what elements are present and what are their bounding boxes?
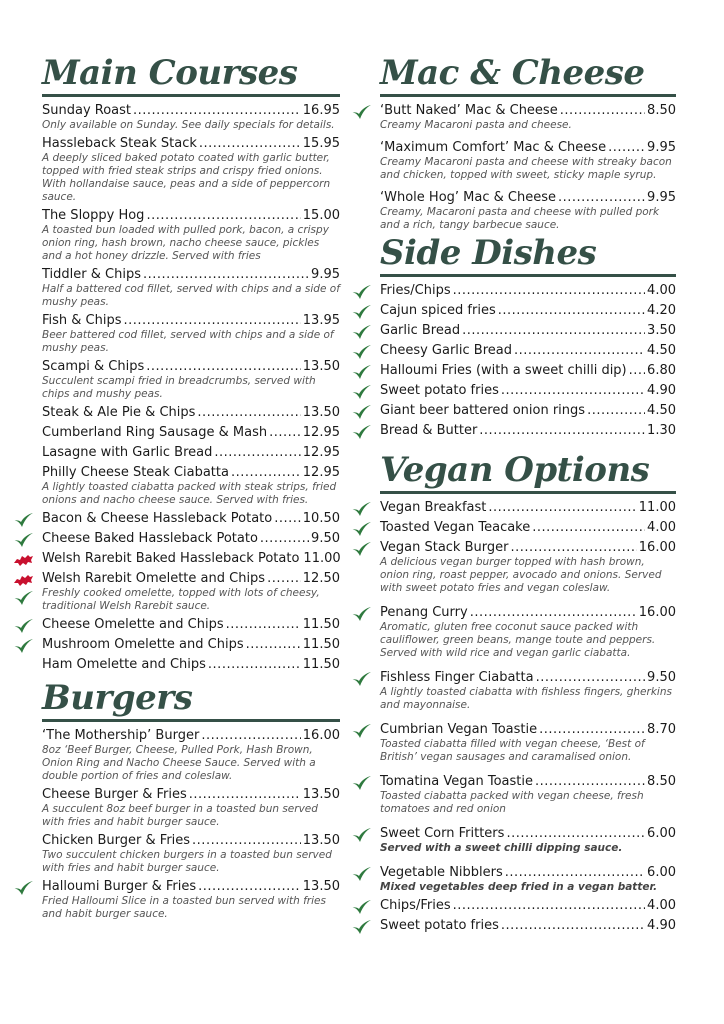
- item-price: 13.50: [302, 879, 340, 894]
- item-description: Only available on Sunday. See daily specials for details.: [42, 119, 335, 131]
- leader-dots: [274, 511, 301, 527]
- item-price: 4.00: [647, 283, 676, 298]
- menu-item: [380, 898, 676, 914]
- vegetarian-leaf-icon: [350, 898, 372, 916]
- leader-dots: [199, 136, 301, 152]
- item-description: A toasted bun loaded with pulled pork, bacon, a crispy onion ring, hash brown, nacho cheese sauce, pickles and a hot honey drizzle. Served with fries: [42, 224, 329, 262]
- menu-item: [42, 551, 340, 567]
- leader-dots: [231, 465, 301, 481]
- item-price: 11.50: [302, 637, 340, 652]
- menu-item: [42, 465, 340, 507]
- vegetarian-leaf-icon: [12, 637, 34, 655]
- menu-item: [380, 500, 676, 516]
- left-column: [42, 53, 341, 925]
- item-price: 16.00: [638, 540, 676, 555]
- vegetarian-leaf-icon: [350, 323, 372, 341]
- item-price: 9.95: [311, 267, 340, 282]
- item-name: Sweet Corn Fritters: [380, 826, 505, 841]
- item-price: 10.50: [302, 511, 340, 526]
- menu-item: [42, 136, 340, 204]
- leader-dots: [479, 423, 645, 439]
- item-description: Creamy, Macaroni pasta and cheese with pulled pork and a rich, tangy barbecue sauce.: [380, 206, 660, 231]
- divider: [380, 491, 676, 494]
- menu-item: [380, 520, 676, 536]
- side-dishes-list: [380, 283, 676, 439]
- menu-item: [380, 383, 676, 399]
- item-description: Creamy Macaroni pasta and cheese.: [380, 119, 572, 131]
- item-name: Vegetable Nibblers: [380, 865, 503, 880]
- burgers-list: [42, 728, 340, 921]
- item-description: Creamy Macaroni pasta and cheese with streaky bacon and chicken, topped with sweet, sticky maple syrup.: [380, 156, 672, 181]
- vegetarian-leaf-icon: [350, 520, 372, 538]
- item-price: 16.00: [302, 728, 340, 743]
- burgers-heading: Burgers: [42, 678, 193, 718]
- item-name: Chips/Fries: [380, 898, 451, 913]
- item-price: 13.50: [302, 359, 340, 374]
- menu-item: [42, 405, 340, 421]
- item-description: Half a battered cod fillet, served with chips and a side of mushy peas.: [42, 283, 340, 308]
- item-name: Sweet potato fries: [380, 918, 499, 933]
- leader-dots: [267, 571, 301, 587]
- vegetarian-leaf-icon: [12, 589, 34, 607]
- menu-item: [380, 190, 676, 232]
- item-name: Chicken Burger & Fries: [42, 833, 191, 848]
- item-description: A lightly toasted ciabatta packed with steak strips, fried onions and nacho cheese sauce. Served with fries.: [42, 481, 337, 506]
- menu-item: [42, 267, 340, 309]
- item-price: 15.95: [302, 136, 340, 151]
- item-name: Halloumi Burger & Fries: [42, 879, 197, 894]
- item-price: 16.95: [302, 103, 340, 118]
- menu-item: [42, 445, 340, 461]
- leader-dots: [501, 918, 645, 934]
- menu-item: [380, 363, 676, 379]
- item-price: 4.50: [647, 343, 676, 358]
- item-price: 4.00: [647, 898, 676, 913]
- menu-item: [42, 531, 340, 547]
- vegetarian-leaf-icon: [350, 918, 372, 936]
- menu-item: [42, 425, 340, 441]
- leader-dots: [453, 898, 645, 914]
- item-description: A delicious vegan burger topped with hash brown, onion ring, roast pepper, avocado and onions. Served with sweet potato fries and vegan coleslaw.: [380, 556, 662, 594]
- item-name: Cheese Baked Hassleback Potato: [42, 531, 258, 546]
- item-name: ‘Butt Naked’ Mac & Cheese: [380, 103, 558, 118]
- side-dishes-heading: Side Dishes: [380, 233, 597, 273]
- vegetarian-leaf-icon: [350, 670, 372, 688]
- item-price: 6.00: [647, 826, 676, 841]
- leader-dots: [246, 637, 301, 653]
- menu-item: [380, 103, 676, 132]
- item-price: 8.70: [647, 722, 676, 737]
- item-price: 8.50: [647, 103, 676, 118]
- menu-item: [380, 722, 676, 764]
- item-price: 11.50: [302, 617, 340, 632]
- leader-dots: [198, 879, 301, 895]
- leader-dots: [146, 208, 300, 224]
- menu-item: [42, 359, 340, 401]
- menu-item: [380, 283, 676, 299]
- vegetarian-leaf-icon: [12, 531, 34, 549]
- item-description: Two succulent chicken burgers in a toasted bun served with fries and habit burger sauce.: [42, 849, 332, 874]
- vegan-heading: Vegan Options: [380, 450, 650, 490]
- vegetarian-leaf-icon: [350, 865, 372, 883]
- leader-dots: [133, 103, 301, 119]
- divider: [42, 94, 340, 97]
- vegetarian-leaf-icon: [350, 500, 372, 518]
- item-name: Toasted Vegan Teacake: [380, 520, 531, 535]
- leader-dots: [470, 605, 637, 621]
- item-name: Cheesy Garlic Bread: [380, 343, 512, 358]
- menu-item: [42, 103, 340, 132]
- item-name: Cumberland Ring Sausage & Mash: [42, 425, 268, 440]
- leader-dots: [505, 865, 645, 881]
- item-name: The Sloppy Hog: [42, 208, 145, 223]
- item-price: 13.95: [302, 313, 340, 328]
- item-description: Toasted ciabatta filled with vegan cheese, ‘Best of British’ vegan sausages and caramalised onion.: [380, 738, 645, 763]
- menu-item: [380, 403, 676, 419]
- leader-dots: [510, 540, 636, 556]
- item-description: Aromatic, gluten free coconut sauce packed with cauliflower, green beans, mange toute and peppers. Served with wild rice and vegan garlic ciabatta.: [380, 621, 656, 659]
- item-price: 11.00: [303, 551, 341, 566]
- item-price: 13.50: [302, 787, 340, 802]
- leader-dots: [558, 190, 645, 206]
- item-name: Fries/Chips: [380, 283, 451, 298]
- vegetarian-leaf-icon: [350, 605, 372, 623]
- leader-dots: [462, 323, 645, 339]
- menu-item: [380, 343, 676, 359]
- vegetarian-leaf-icon: [350, 103, 372, 121]
- item-name: Steak & Ale Pie & Chips: [42, 405, 196, 420]
- item-name: ‘Maximum Comfort’ Mac & Cheese: [380, 140, 607, 155]
- leader-dots: [536, 670, 645, 686]
- item-description: Mixed vegetables deep fried in a vegan batter.: [380, 881, 658, 893]
- item-description: A lightly toasted ciabatta with fishless fingers, gherkins and mayonnaise.: [380, 686, 672, 711]
- menu-item: [42, 208, 340, 263]
- item-description: A succulent 8oz beef burger in a toasted bun served with fries and habit burger sauce.: [42, 803, 318, 828]
- item-name: Lasagne with Garlic Bread: [42, 445, 213, 460]
- menu-item: [380, 605, 676, 660]
- item-description: Succulent scampi fried in breadcrumbs, served with chips and mushy peas.: [42, 375, 316, 400]
- leader-dots: [146, 359, 301, 375]
- leader-dots: [587, 403, 645, 419]
- leader-dots: [501, 383, 645, 399]
- item-price: 4.20: [647, 303, 676, 318]
- menu-item: [380, 670, 676, 712]
- vegetarian-leaf-icon: [350, 403, 372, 421]
- divider: [380, 274, 676, 277]
- item-description: Beer battered cod fillet, served with chips and a side of mushy peas.: [42, 329, 334, 354]
- vegetarian-leaf-icon: [350, 826, 372, 844]
- right-column: [380, 53, 676, 938]
- menu-item: [380, 423, 676, 439]
- item-name: Scampi & Chips: [42, 359, 145, 374]
- item-price: 4.50: [647, 403, 676, 418]
- menu-item: [42, 511, 340, 527]
- vegetarian-leaf-icon: [350, 774, 372, 792]
- item-price: 9.50: [647, 670, 676, 685]
- item-name: Tomatina Vegan Toastie: [380, 774, 533, 789]
- item-name: Philly Cheese Steak Ciabatta: [42, 465, 229, 480]
- item-name: Hassleback Steak Stack: [42, 136, 197, 151]
- item-price: 12.95: [302, 445, 340, 460]
- menu-item: [380, 774, 676, 816]
- mac-cheese-heading: Mac & Cheese: [380, 53, 645, 93]
- item-price: 4.00: [647, 520, 676, 535]
- leader-dots: [453, 283, 645, 299]
- leader-dots: [532, 520, 645, 536]
- divider: [380, 94, 676, 97]
- vegetarian-leaf-icon: [12, 511, 34, 529]
- menu-item: [42, 617, 340, 633]
- item-description: Toasted ciabatta packed with vegan cheese, fresh tomatoes and red onion: [380, 790, 644, 815]
- leader-dots: [514, 343, 645, 359]
- item-price: 16.00: [638, 605, 676, 620]
- divider: [42, 719, 340, 722]
- item-description: Fried Halloumi Slice in a toasted bun served with fries and habit burger sauce.: [42, 895, 326, 920]
- menu-item: [42, 787, 340, 829]
- leader-dots: [260, 531, 309, 547]
- item-name: Bacon & Cheese Hassleback Potato: [42, 511, 273, 526]
- leader-dots: [189, 787, 301, 803]
- welsh-dragon-icon: [12, 551, 34, 569]
- menu-item: [42, 571, 340, 613]
- item-price: 1.30: [647, 423, 676, 438]
- main-courses-heading: Main Courses: [42, 53, 298, 93]
- leader-dots: [560, 103, 645, 119]
- vegan-list: [380, 500, 676, 934]
- item-name: Welsh Rarebit Baked Hassleback Potato: [42, 551, 300, 566]
- leader-dots: [197, 405, 300, 421]
- leader-dots: [629, 363, 645, 379]
- main-courses-list: [42, 103, 340, 673]
- item-price: 11.00: [638, 500, 676, 515]
- item-name: Giant beer battered onion rings: [380, 403, 586, 418]
- leader-dots: [535, 774, 645, 790]
- leader-dots: [506, 826, 645, 842]
- item-name: Vegan Breakfast: [380, 500, 487, 515]
- vegetarian-leaf-icon: [350, 722, 372, 740]
- item-name: Halloumi Fries (with a sweet chilli dip): [380, 363, 627, 378]
- leader-dots: [214, 445, 300, 461]
- item-name: Cheese Burger & Fries: [42, 787, 187, 802]
- leader-dots: [143, 267, 309, 283]
- leader-dots: [488, 500, 636, 516]
- welsh-dragon-icon: [12, 571, 34, 589]
- menu-item: [380, 140, 676, 182]
- item-price: 6.80: [647, 363, 676, 378]
- item-name: Bread & Butter: [380, 423, 478, 438]
- menu-item: [42, 728, 340, 783]
- vegetarian-leaf-icon: [350, 283, 372, 301]
- item-name: Ham Omelette and Chips: [42, 657, 206, 672]
- item-name: Fishless Finger Ciabatta: [380, 670, 534, 685]
- item-price: 9.95: [647, 190, 676, 205]
- vegetarian-leaf-icon: [350, 343, 372, 361]
- menu-item: [42, 637, 340, 653]
- item-name: Penang Curry: [380, 605, 468, 620]
- item-name: Welsh Rarebit Omelette and Chips: [42, 571, 266, 586]
- leader-dots: [208, 657, 301, 673]
- item-price: 9.95: [647, 140, 676, 155]
- vegetarian-leaf-icon: [350, 383, 372, 401]
- item-name: Garlic Bread: [380, 323, 461, 338]
- leader-dots: [269, 425, 301, 441]
- menu-item: [380, 303, 676, 319]
- item-name: Cheese Omelette and Chips: [42, 617, 224, 632]
- vegetarian-leaf-icon: [12, 617, 34, 635]
- mac-cheese-list: [380, 103, 676, 232]
- leader-dots: [498, 303, 645, 319]
- item-name: Fish & Chips: [42, 313, 122, 328]
- item-description: Freshly cooked omelette, topped with lots of cheesy, traditional Welsh Rarebit sauce.: [42, 587, 320, 612]
- leader-dots: [201, 728, 300, 744]
- item-name: ‘Whole Hog’ Mac & Cheese: [380, 190, 556, 205]
- menu-item: [380, 865, 676, 894]
- item-description: 8oz ‘Beef Burger, Cheese, Pulled Pork, Hash Brown, Onion Ring and Nacho Cheese Sauce. Served with a double portion of fries and coleslaw.: [42, 744, 316, 782]
- menu-item: [380, 323, 676, 339]
- item-price: 6.00: [647, 865, 676, 880]
- item-price: 3.50: [647, 323, 676, 338]
- item-description: Served with a sweet chilli dipping sauce.: [380, 842, 623, 854]
- vegetarian-leaf-icon: [12, 879, 34, 897]
- menu-item: [380, 826, 676, 855]
- item-description: A deeply sliced baked potato coated with garlic butter, topped with fried steak strips and crispy fried onions. With hollandaise sauce, peas and a side of peppercorn sauce.: [42, 152, 331, 203]
- vegetarian-leaf-icon: [350, 423, 372, 441]
- item-name: Sweet potato fries: [380, 383, 499, 398]
- item-name: Cajun spiced fries: [380, 303, 496, 318]
- vegetarian-leaf-icon: [350, 303, 372, 321]
- item-name: ‘The Mothership’ Burger: [42, 728, 200, 743]
- menu-item: [42, 657, 340, 673]
- item-name: Vegan Stack Burger: [380, 540, 509, 555]
- menu-item: [42, 879, 340, 921]
- vegetarian-leaf-icon: [350, 363, 372, 381]
- item-price: 8.50: [647, 774, 676, 789]
- leader-dots: [226, 617, 301, 633]
- item-price: 12.95: [302, 425, 340, 440]
- menu-item: [42, 833, 340, 875]
- item-price: 13.50: [302, 833, 340, 848]
- item-name: Mushroom Omelette and Chips: [42, 637, 244, 652]
- menu-item: [380, 918, 676, 934]
- menu-item: [380, 540, 676, 595]
- item-price: 4.90: [647, 918, 676, 933]
- item-price: 9.50: [311, 531, 340, 546]
- leader-dots: [192, 833, 301, 849]
- leader-dots: [608, 140, 645, 156]
- item-name: Sunday Roast: [42, 103, 132, 118]
- item-price: 12.95: [302, 465, 340, 480]
- item-price: 11.50: [302, 657, 340, 672]
- leader-dots: [124, 313, 301, 329]
- item-name: Cumbrian Vegan Toastie: [380, 722, 538, 737]
- item-price: 4.90: [647, 383, 676, 398]
- item-price: 12.50: [302, 571, 340, 586]
- item-name: Tiddler & Chips: [42, 267, 141, 282]
- item-price: 13.50: [302, 405, 340, 420]
- leader-dots: [539, 722, 645, 738]
- vegetarian-leaf-icon: [350, 540, 372, 558]
- item-price: 15.00: [302, 208, 340, 223]
- menu-item: [42, 313, 340, 355]
